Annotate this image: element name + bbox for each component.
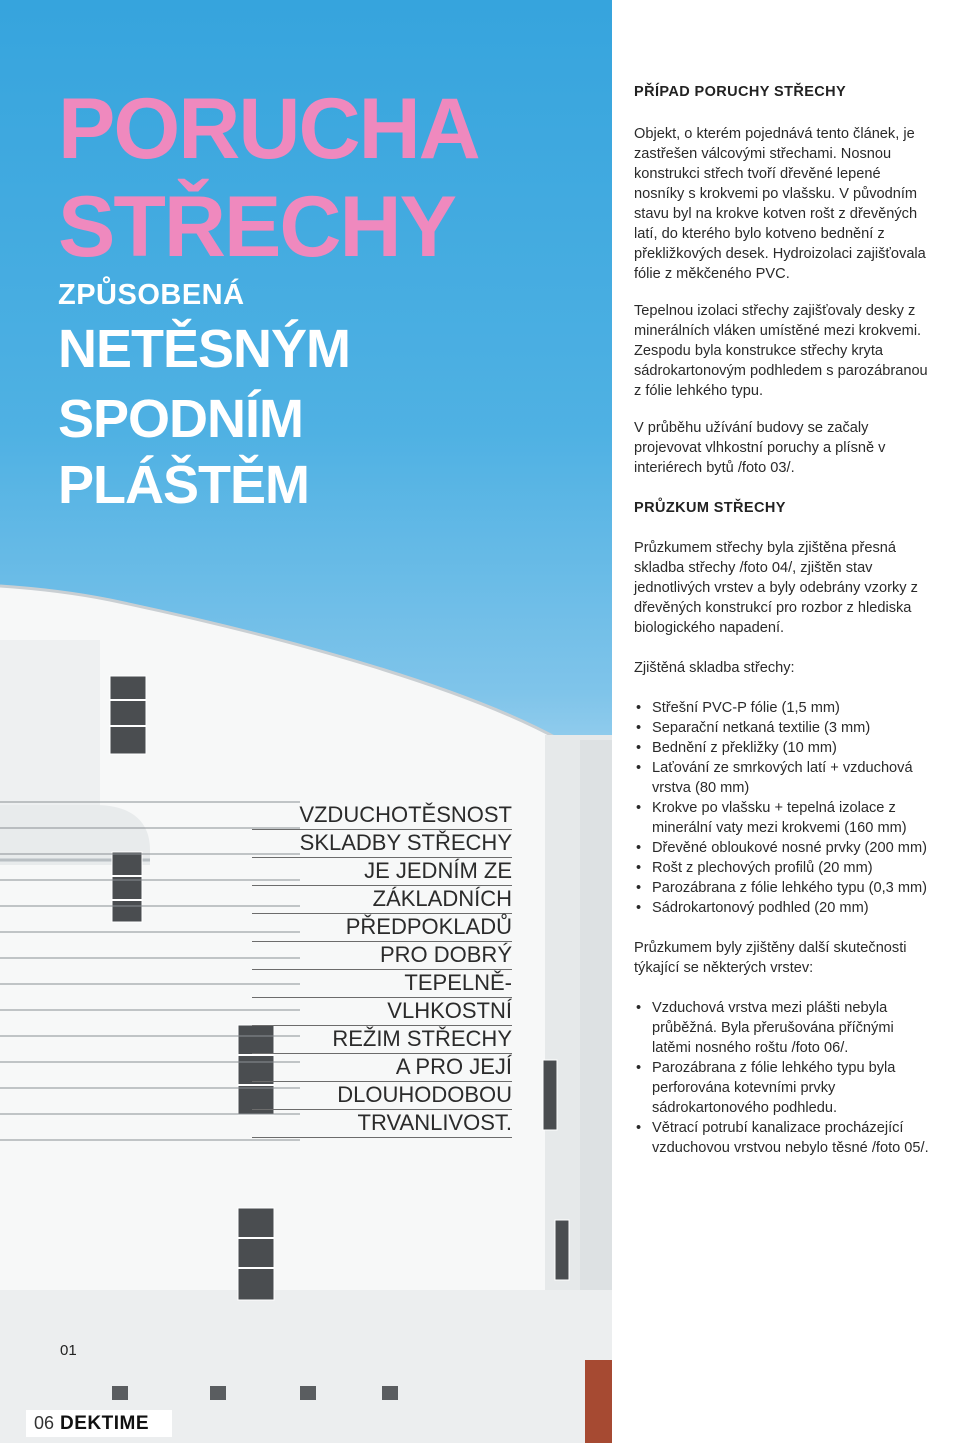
title-line-4: SPODNÍM [58,389,304,449]
page-footer [26,1410,172,1437]
quote-line: JE JEDNÍM ZE [252,858,512,886]
layer-list [634,698,934,918]
paragraph: Tepelnou izolaci střechy zajišťovaly desky z minerálních vláken umístěné mezi krokvemi. Zespodu byla konstrukce střechy kryta sádrokartonovým podhledem s parozábranou z fólie lehkého typu. [634,303,928,399]
list-item: • Dřevěné obloukové nosné prvky (200 mm) [634,838,934,858]
paragraph: V průběhu užívání budovy se začaly projevovat vlhkostní poruchy a plísně v interiérech bytů /foto 03/. [634,420,886,476]
quote-line: VLHKOSTNÍ [252,998,512,1026]
quote-line: A PRO JEJÍ [252,1054,512,1082]
pull-quote [252,802,512,1138]
quote-line: VZDUCHOTĚSNOST [252,802,512,830]
title-line-1: PORUCHA [58,81,479,177]
section-heading-survey: PRŮZKUM STŘECHY [634,500,786,516]
list-item: • Střešní PVC-P fólie (1,5 mm) [634,698,934,718]
quote-line: TEPELNĚ- [252,970,512,998]
page-number: 06 [34,1413,55,1433]
list-item: • Vzduchová vrstva mezi plášti nebyla průběžná. Byla přerušována příčnými latěmi nosného roštu /foto 06/. [634,998,934,1058]
quote-line: ZÁKLADNÍCH [252,886,512,914]
brand-logo: DEKTIME [60,1412,150,1434]
section-heading-failure: PŘÍPAD PORUCHY STŘECHY [634,84,847,100]
list-item: • Laťování ze smrkových latí + vzduchová vrstva (80 mm) [634,758,934,798]
title-line-3: NETĚSNÝM [58,319,351,379]
title-line-5: PLÁŠTĚM [58,455,310,515]
list-item: • Rošt z plechových profilů (20 mm) [634,858,934,878]
title-subline: ZPŮSOBENÁ [58,279,245,311]
paragraph: Průzkumem byly zjištěny další skutečnosti týkající se některých vrstev: [634,940,907,976]
title-line-2: STŘECHY [58,179,455,275]
paragraph: Objekt, o kterém pojednává tento článek, je zastřešen válcovými střechami. Nosnou konstrukci střech tvoří dřevěné lepené nosníky s krokvemi po vlašsku. V původním stavu byl na krokve kotven rošt z dřevěných latí, do kterého bylo kotveno bednění z překližkových desek. Hydroizolaci zajišťovala fólie z měkčeného PVC. [634,126,926,282]
findings-list [634,998,934,1158]
photo-number: 01 [60,1342,77,1359]
list-item: • Separační netkaná textilie (3 mm) [634,718,934,738]
list-item: • Sádrokartonový podhled (20 mm) [634,898,934,918]
list-item: • Větrací potrubí kanalizace procházející vzduchovou vrstvou nebylo těsné /foto 05/. [634,1118,934,1158]
quote-line: TRVANLIVOST. [252,1110,512,1138]
list-item: • Bednění z překližky (10 mm) [634,738,934,758]
article-column [634,82,934,1175]
quote-line: DLOUHODOBOU [252,1082,512,1110]
paragraph: Průzkumem střechy byla zjištěna přesná skladba střechy /foto 04/, zjištěn stav jednotlivých vrstev a byly odebrány vzorky z dřevěných konstrukcí pro rozbor z hlediska biologického napadení. [634,540,918,636]
list-item: • Parozábrana z fólie lehkého typu byla perforována kotevními prvky sádrokartonového podhledu. [634,1058,934,1118]
quote-line: SKLADBY STŘECHY [252,830,512,858]
quote-line: PRO DOBRÝ [252,942,512,970]
quote-line: PŘEDPOKLADŮ [252,914,512,942]
list-item: • Parozábrana z fólie lehkého typu (0,3 mm) [634,878,934,898]
quote-line: REŽIM STŘECHY [252,1026,512,1054]
paragraph: Zjištěná skladba střechy: [634,660,795,676]
list-item: • Krokve po vlašsku + tepelná izolace z minerální vaty mezi krokvemi (160 mm) [634,798,934,838]
